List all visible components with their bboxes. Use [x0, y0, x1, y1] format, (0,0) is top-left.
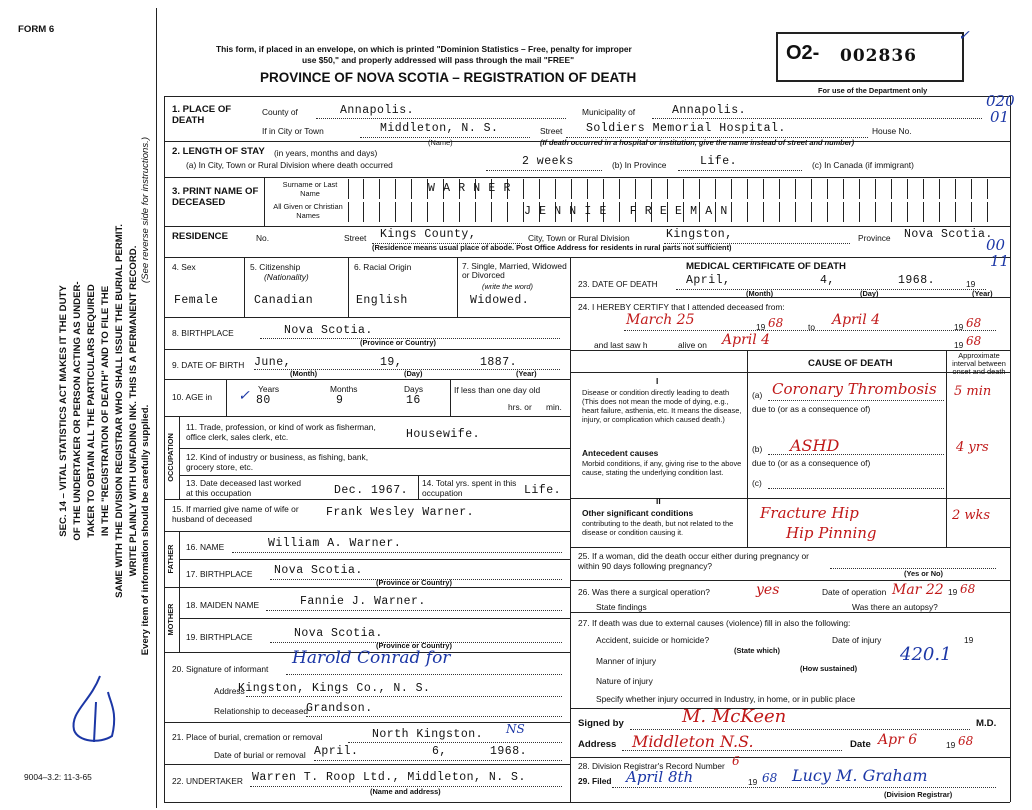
dob-year-hint: (Year) [516, 369, 537, 378]
autopsy-label: Was there an autopsy? [852, 602, 938, 612]
dob-year: 1887. [480, 356, 518, 369]
alive-on-label: alive on [678, 340, 707, 350]
last-seen-year: 68 [966, 334, 982, 348]
last-seen-19: 19 [954, 340, 964, 350]
citizenship-value: Canadian [254, 294, 314, 307]
deceased-name-label: 3. PRINT NAME OF DECEASED [172, 186, 259, 208]
antecedent-body: Morbid conditions, if any, giving rise to the above cause, stating the underlying condition last. [582, 459, 742, 477]
attended-from-year: 68 [768, 316, 784, 330]
marital-status-label: 7. Single, Married, Widowed or Divorced [462, 261, 567, 280]
city-value: Middleton, N. S. [380, 122, 499, 135]
cause-c-marker: (c) [752, 478, 762, 488]
dob-month-hint: (Month) [290, 369, 318, 378]
residence-note: (Residence means usual place of abode. Post Office Address for residents in rural parts not sufficient) [372, 243, 732, 252]
sex-value: Female [174, 294, 219, 307]
place-of-death-label: 1. PLACE OF DEATH [172, 104, 232, 126]
side-notice-line2: OF THE UNDERTAKER OR PERSON ACTING AS UNDER- [72, 281, 83, 541]
stay-city-label: (a) In City, Town or Rural Division where death occurred [186, 160, 393, 170]
cause-a-interval: 5 min [954, 384, 992, 399]
mother-side-label: MOTHER [166, 603, 175, 636]
manner-label: Manner of injury [596, 656, 657, 666]
burial-place-label: 21. Place of burial, cremation or removal [172, 732, 323, 742]
residence-city-label: City, Town or Rural Division [528, 233, 630, 243]
mother-maiden-label: 18. MAIDEN NAME [186, 600, 260, 610]
yes-no-hint: (Yes or No) [904, 569, 944, 578]
operation-date-value: Mar 22 [892, 582, 944, 598]
physician-address-label: Address [578, 739, 617, 750]
informant-label: 20. Signature of informant [172, 664, 269, 674]
other-conditions-title: Other significant conditions [582, 508, 694, 518]
trade-label: 11. Trade, profession, or kind of work as fisherman, office clerk, sales clerk, etc. [186, 422, 376, 442]
surgical-operation-label: 26. Was there a surgical operation? [578, 587, 710, 597]
signed-by-label: Signed by [578, 718, 624, 729]
registration-prefix: O2- [786, 42, 820, 64]
citizenship-label: 5. Citizenship [250, 262, 301, 272]
specify-injury-label: Specify whether injury occurred in Industry, in home, or in public place [596, 694, 856, 704]
father-birthplace-hint: (Province or Country) [376, 578, 452, 587]
last-saw-label: and last saw h [594, 340, 648, 350]
condition-1: Fracture Hip [760, 504, 859, 522]
cause-a-value: Coronary Thrombosis [772, 380, 937, 398]
operation-date-label: Date of operation [822, 587, 887, 597]
municipality-value: Annapolis. [672, 104, 747, 117]
accident-label: Accident, suicide or homicide? [596, 635, 710, 645]
given-names-label: All Given or Christian Names [273, 202, 343, 220]
age-years-value: 80 [256, 394, 271, 407]
burial-year: 1968. [490, 745, 528, 758]
signed-date-label: Date [850, 739, 871, 750]
injury-19: 19 [964, 635, 974, 645]
county-label: County of [262, 107, 298, 117]
md-label: M.D. [976, 718, 997, 729]
department-code-2: 01 [990, 108, 1010, 126]
residence-province-value: Nova Scotia. [904, 228, 993, 241]
signed-date-value: Apr 6 [878, 732, 918, 748]
length-of-stay-hint: (in years, months and days) [274, 148, 378, 158]
attended-19-b: 19 [954, 322, 964, 332]
registration-number: 002836 [840, 46, 917, 66]
age-less-than-label: If less than one day old [454, 385, 541, 395]
undertaker-value: Warren T. Roop Ltd., Middleton, N. S. [252, 771, 526, 784]
death-month: April, [686, 274, 731, 287]
condition-interval: 2 wks [952, 508, 991, 523]
antecedent-title: Antecedent causes [582, 448, 659, 458]
stay-city-value: 2 weeks [522, 155, 574, 168]
side-notice-line1: SEC. 14 – VITAL STATISTICS ACT MAKES IT THE DUTY [58, 285, 69, 537]
stay-province-value: Life. [700, 155, 738, 168]
filed-19: 19 [748, 777, 758, 787]
blue-tick-icon: ✓ [958, 28, 970, 44]
cause-a-marker: (a) [752, 390, 763, 400]
sex-label: 4. Sex [172, 262, 196, 272]
operation-19: 19 [948, 587, 958, 597]
department-note: For use of the Department only [818, 86, 928, 95]
age-label: 10. AGE in [172, 392, 213, 402]
mail-notice-line2: use $50," and properly addressed will pass through the mail "FREE" [302, 55, 575, 65]
physician-address-value: Middleton N.S. [632, 732, 754, 751]
relationship-value: Grandson. [306, 702, 373, 715]
residence-street-value: Kings County, [380, 228, 477, 241]
state-which-hint: (State which) [734, 646, 780, 655]
operation-year: 68 [960, 582, 976, 596]
residence-label: RESIDENCE [172, 231, 228, 242]
death-day-hint: (Day) [860, 289, 879, 298]
attended-to-label: to [808, 322, 815, 332]
surname-label: Surname or Last Name [282, 180, 338, 198]
cause-b-interval: 4 yrs [956, 440, 989, 455]
last-worked-label: 13. Date deceased last worked at this occupation [186, 478, 301, 498]
mail-notice-line1: This form, if placed in an envelope, on which is printed "Dominion Statistics – Free, penalty for improper [216, 44, 632, 54]
attended-from: March 25 [626, 312, 695, 328]
age-months-label: Months [330, 384, 358, 394]
birthplace-hint: (Province or Country) [360, 338, 436, 347]
spouse-value: Frank Wesley Warner. [326, 506, 475, 519]
attended-to: April 4 [832, 312, 881, 328]
age-years-label: Years [258, 384, 280, 394]
department-code-3: 00 [986, 236, 1006, 254]
informant-address-value: Kingston, Kings Co., N. S. [238, 682, 431, 695]
length-of-stay-label: 2. LENGTH OF STAY [172, 146, 265, 157]
marital-status-sub: (write the word) [482, 282, 533, 291]
father-birthplace-value: Nova Scotia. [274, 564, 363, 577]
due-to-label-1: due to (or as a consequence of) [752, 404, 871, 414]
other-conditions-body: contributing to the death, but not related to the disease or condition causing it. [582, 519, 734, 537]
racial-origin-value: English [356, 294, 408, 307]
age-days-value: 16 [406, 394, 421, 407]
occupation-side-label: OCCUPATION [166, 433, 175, 482]
interval-label: Approximate interval between onset and death [952, 351, 1006, 376]
side-supply-note: Every item of information should be carefully supplied. [140, 404, 151, 656]
cause-b-marker: (b) [752, 444, 763, 454]
department-code-1: 020 [986, 92, 1015, 110]
side-instructions: (See reverse side for instructions.) [140, 136, 151, 284]
cause-code: 420.1 [900, 644, 952, 665]
injury-date-label: Date of injury [832, 635, 882, 645]
death-month-hint: (Month) [746, 289, 774, 298]
total-years-value: Life. [524, 484, 562, 497]
registrar-signature: Lucy M. Graham [792, 766, 928, 785]
last-seen-date: April 4 [722, 332, 771, 348]
record-number-label: 28. Division Registrar's Record Number [578, 761, 725, 771]
father-birthplace-label: 17. BIRTHPLACE [186, 569, 253, 579]
side-notice-line5: SAME WITH THE DIVISION REGISTRAR WHO SHALL ISSUE THE BURIAL PERMIT. [114, 224, 125, 598]
stay-province-label: (b) In Province [612, 160, 667, 170]
department-code-4: 11 [990, 252, 1010, 270]
burial-day: 6, [432, 745, 447, 758]
attended-19-a: 19 [756, 322, 766, 332]
mother-birthplace-value: Nova Scotia. [294, 627, 383, 640]
hospital-note: (If death occurred in a hospital or institution, give the name instead of street and number) [540, 138, 855, 147]
form-number: FORM 6 [18, 24, 55, 35]
dob-day-hint: (Day) [404, 369, 423, 378]
pregnancy-label: 25. If a woman, did the death occur either during pregnancy or within 90 days following pregnancy? [578, 551, 809, 571]
citizenship-sub: (Nationality) [264, 272, 309, 282]
blue-tick-icon: ✓ [238, 388, 250, 404]
medical-certificate-title: MEDICAL CERTIFICATE OF DEATH [686, 261, 846, 272]
county-value: Annapolis. [340, 104, 415, 117]
street-value: Soldiers Memorial Hospital. [586, 122, 786, 135]
date-of-death-label: 23. DATE OF DEATH [578, 279, 658, 289]
burial-ns-note: NS [506, 722, 525, 736]
certify-label: 24. I HEREBY CERTIFY that I attended deceased from: [578, 302, 785, 312]
death-year: 1968. [898, 274, 936, 287]
last-worked-value: Dec. 1967. [334, 484, 409, 497]
external-causes-label: 27. If death was due to external causes (violence) fill in also the following: [578, 618, 851, 628]
filed-label: 29. Filed [578, 776, 612, 786]
given-names-value: JENNIE FREEMAN [524, 205, 736, 218]
mother-birthplace-label: 19. BIRTHPLACE [186, 632, 253, 642]
racial-origin-label: 6. Racial Origin [354, 262, 412, 272]
cause-b-value: ASHD [790, 436, 840, 455]
roman-two: II [656, 496, 661, 506]
mother-birthplace-hint: (Province or Country) [376, 641, 452, 650]
signed-19: 19 [946, 740, 956, 750]
trade-value: Housewife. [406, 428, 481, 441]
age-minutes-label: min. [546, 402, 562, 412]
cause-of-death-title: CAUSE OF DEATH [808, 358, 893, 369]
mother-maiden-value: Fannie J. Warner. [300, 595, 426, 608]
industry-label: 12. Kind of industry or business, as fishing, bank, grocery store, etc. [186, 452, 369, 472]
death-century: 19 [966, 279, 976, 289]
death-year-hint: (Year) [972, 289, 993, 298]
residence-no-label: No. [256, 233, 270, 243]
filed-year: 68 [762, 771, 778, 785]
surgical-operation-value: yes [756, 582, 780, 598]
signed-year: 68 [958, 734, 974, 748]
dob-day: 19, [380, 356, 403, 369]
physician-signature: M. McKeen [682, 706, 787, 727]
roman-one: I [656, 376, 659, 386]
blue-checkmark-scribble [60, 672, 130, 752]
age-days-label: Days [404, 384, 424, 394]
form-print-code: 9004–3.2: 11-3-65 [24, 772, 92, 782]
age-months-value: 9 [336, 394, 344, 407]
form-title: PROVINCE OF NOVA SCOTIA – REGISTRATION OF DEATH [260, 70, 637, 85]
father-side-label: FATHER [166, 544, 175, 574]
stay-canada-label: (c) In Canada (if immigrant) [812, 160, 914, 170]
filed-date: April 8th [626, 768, 694, 786]
side-notice-line3: TAKER TO OBTAIN ALL THE PARTICULARS REQUIRED [86, 284, 97, 538]
father-name-label: 16. NAME [186, 542, 225, 552]
informant-address-label: Address [214, 686, 245, 696]
residence-street-label: Street [344, 233, 367, 243]
informant-signature: Harold Conrad for [292, 648, 451, 668]
disease-label: Disease or condition directly leading to death (This does not mean the mode of dying, e.g., heart failure, asthenia, etc. It means the disease, injury, or complication which caused death.) [582, 388, 742, 424]
attended-to-year: 68 [966, 316, 982, 330]
dob-label: 9. DATE OF BIRTH [172, 360, 245, 370]
division-registrar-hint: (Division Registrar) [884, 790, 953, 799]
how-sustained-hint: (How sustained) [800, 664, 858, 673]
birthplace-value: Nova Scotia. [284, 324, 373, 337]
surname-value: WARNER [428, 182, 519, 195]
findings-label: State findings [596, 602, 647, 612]
dob-month: June, [254, 356, 292, 369]
undertaker-hint: (Name and address) [370, 787, 441, 796]
side-notice-line4: IN THE "REGISTRATION OF DEATH" AND TO FILE THE [100, 285, 111, 537]
due-to-label-2: due to (or as a consequence of) [752, 458, 871, 468]
street-label: Street [540, 126, 563, 136]
city-name-hint: (Name) [428, 138, 453, 147]
birthplace-label: 8. BIRTHPLACE [172, 328, 234, 338]
nature-label: Nature of injury [596, 676, 653, 686]
side-notice-line6: WRITE PLAINLY WITH UNFADING INK. THIS IS A PERMANENT RECORD. [128, 245, 139, 577]
condition-2: Hip Pinning [786, 524, 877, 542]
father-name-value: William A. Warner. [268, 537, 402, 550]
city-label: If in City or Town [262, 126, 324, 136]
death-day: 4, [820, 274, 835, 287]
age-hours-label: hrs. or [508, 402, 532, 412]
relationship-label: Relationship to deceased [214, 706, 309, 716]
house-number-label: House No. [872, 126, 912, 136]
record-number-value: 6 [732, 754, 740, 768]
marital-status-value: Widowed. [470, 294, 530, 307]
residence-city-value: Kingston, [666, 228, 733, 241]
residence-province-label: Province [858, 233, 891, 243]
burial-date-label: Date of burial or removal [214, 750, 306, 760]
undertaker-label: 22. UNDERTAKER [172, 776, 243, 786]
spouse-label: 15. If married give name of wife or husband of deceased [172, 504, 299, 524]
total-years-label: 14. Total yrs. spent in this occupation [422, 478, 517, 498]
burial-month: April. [314, 745, 359, 758]
burial-place-value: North Kingston. [372, 728, 484, 741]
municipality-label: Municipality of [582, 107, 636, 117]
